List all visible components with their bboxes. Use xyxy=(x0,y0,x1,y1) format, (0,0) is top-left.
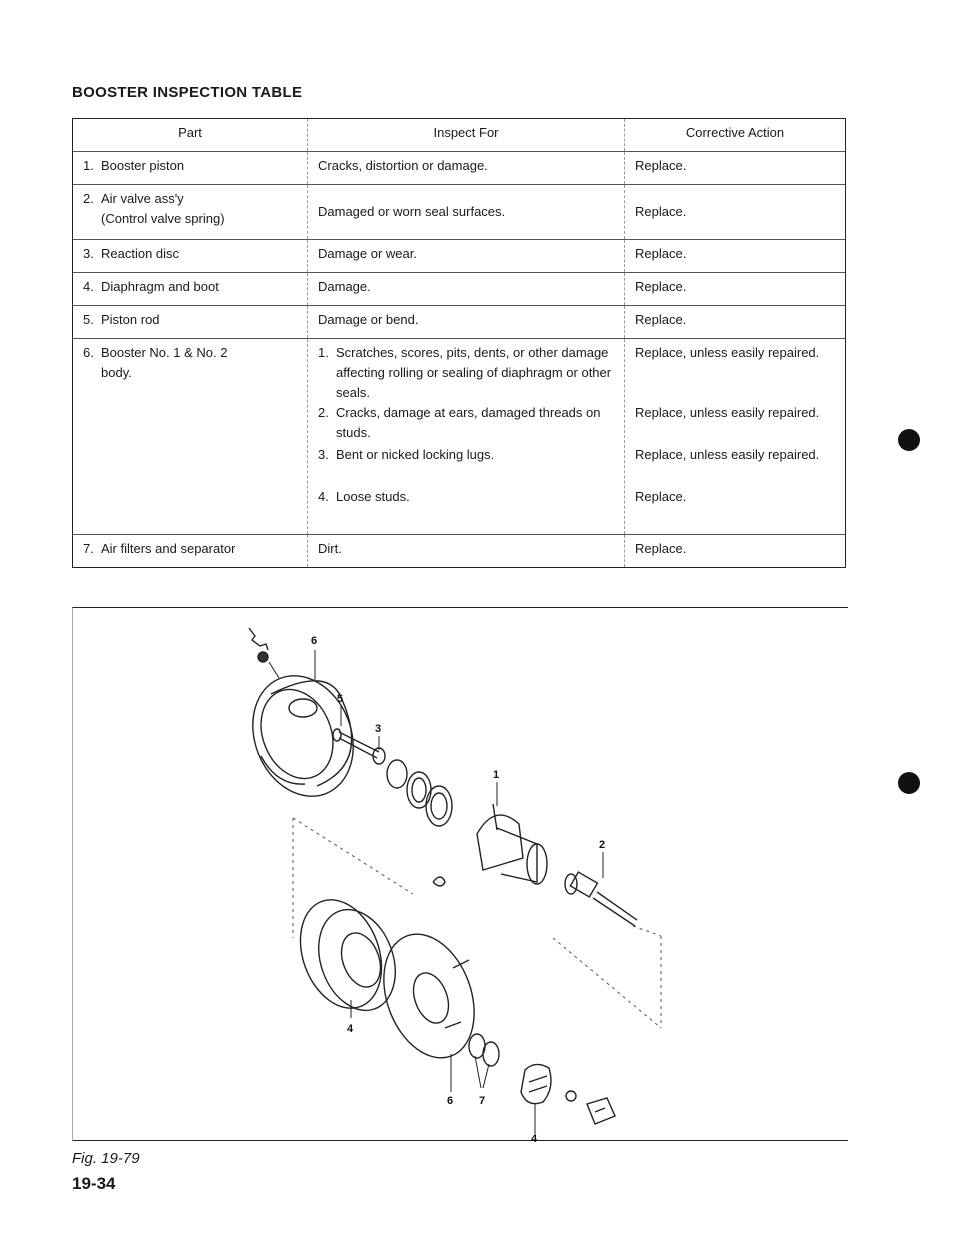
table-row xyxy=(73,339,845,535)
header-corrective-action: Corrective Action xyxy=(625,119,846,152)
booster-piston-part xyxy=(477,804,547,884)
action-cell: Replace. xyxy=(625,273,846,306)
inspect-item: 1. Scratches, scores, pits, dents, or other damage affecting rolling or sealing of diaphragm or other seals. xyxy=(318,345,612,401)
inspect-cell: Damage or wear. xyxy=(308,240,625,273)
action-cell: Replace. xyxy=(625,184,846,240)
page-number: 19-34 xyxy=(72,1174,116,1193)
booster-body-front xyxy=(235,661,370,812)
table-row xyxy=(73,240,845,273)
inspection-table xyxy=(72,118,846,568)
action-item: Replace, unless easily repaired. xyxy=(635,405,820,421)
header-part: Part xyxy=(73,119,308,152)
nut-part xyxy=(566,1091,576,1101)
table-row xyxy=(73,306,845,339)
table-row xyxy=(73,535,845,567)
reaction-disc-part xyxy=(387,760,407,788)
part-cell: 7. Air filters and separator xyxy=(73,535,308,567)
filter-part xyxy=(483,1042,499,1066)
inspect-cell: Cracks, distortion or damage. xyxy=(308,152,625,185)
part-cell: 6. Booster No. 1 & No. 2 body. xyxy=(73,339,308,535)
inspect-item: 2. Cracks, damage at ears, damaged threads on studs. xyxy=(318,405,601,441)
action-cell: Replace. xyxy=(625,306,846,339)
inspect-cell: Damage or bend. xyxy=(308,306,625,339)
margin-bullet xyxy=(898,772,920,794)
part-cell: 2. Air valve ass'y (Control valve spring) xyxy=(73,184,308,240)
callout-label: 7 xyxy=(479,1095,486,1107)
action-cell: Replace. xyxy=(625,152,846,185)
action-cell xyxy=(625,339,846,535)
booster-body-rear xyxy=(368,921,491,1070)
table-row xyxy=(73,184,845,240)
seal-ring xyxy=(426,786,452,826)
callout-label: 4 xyxy=(347,1023,354,1035)
page-title: BOOSTER INSPECTION TABLE xyxy=(72,84,303,101)
inspect-cell xyxy=(308,339,625,535)
callout-label: 6 xyxy=(447,1095,454,1107)
action-item: Replace, unless easily repaired. xyxy=(635,345,820,361)
table-row xyxy=(73,273,845,306)
part-cell: 4. Diaphragm and boot xyxy=(73,273,308,306)
part-cell: 3. Reaction disc xyxy=(73,240,308,273)
callout-labels xyxy=(311,635,605,1142)
table-row xyxy=(73,152,845,185)
callout-label: 4 xyxy=(531,1133,538,1142)
header-inspect-for: Inspect For xyxy=(308,119,625,152)
action-item: Replace, unless easily repaired. xyxy=(635,447,820,463)
inspect-item: 3. Bent or nicked locking lugs. xyxy=(318,447,495,463)
action-cell: Replace. xyxy=(625,240,846,273)
booster-exploded-diagram xyxy=(73,608,849,1142)
clevis-part xyxy=(587,1098,615,1124)
inspect-item: 4. Loose studs. xyxy=(318,489,410,505)
callout-label: 3 xyxy=(375,723,382,735)
inspect-cell: Damage. xyxy=(308,273,625,306)
part-cell: 5. Piston rod xyxy=(73,306,308,339)
margin-bullet xyxy=(898,429,920,451)
diaphragm-part xyxy=(286,888,408,1021)
figure-caption: Fig. 19-79 xyxy=(72,1150,140,1167)
fitting-part xyxy=(249,628,268,650)
part-cell: 1. Booster piston xyxy=(73,152,308,185)
inspect-cell: Damaged or worn seal surfaces. xyxy=(308,184,625,240)
table-header-row xyxy=(73,119,845,152)
action-cell: Replace. xyxy=(635,541,687,557)
boot-part xyxy=(521,1064,551,1103)
key-part xyxy=(433,877,445,886)
grommet-part xyxy=(258,652,268,662)
callout-label: 5 xyxy=(337,693,344,705)
callout-label: 1 xyxy=(493,769,500,781)
inspect-cell: Dirt. xyxy=(308,535,625,567)
air-valve-part xyxy=(565,872,637,926)
callout-label: 6 xyxy=(311,635,318,647)
callout-label: 2 xyxy=(599,839,606,851)
exploded-view-figure xyxy=(72,607,848,1141)
action-item: Replace. xyxy=(635,489,687,505)
